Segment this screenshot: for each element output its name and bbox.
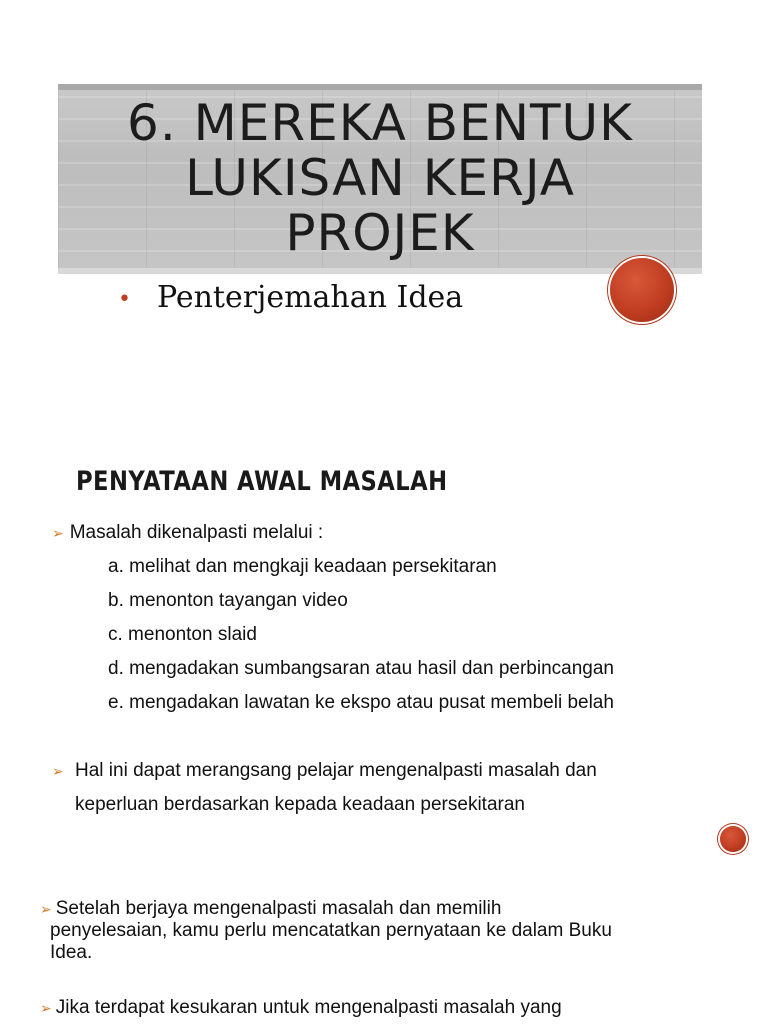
list-item: c. menonton slaid xyxy=(108,624,257,645)
paragraph-2-line-2: keperluan berdasarkan kepada keadaan persekitaran xyxy=(75,794,525,815)
page-title xyxy=(58,96,702,261)
list-item: d. mengadakan sumbangsaran atau hasil dan perbincangan xyxy=(108,658,614,679)
bullet-dot-icon: • xyxy=(118,286,131,312)
subtitle-text: Penterjemahan Idea xyxy=(156,280,464,315)
list-item: b. menonton tayangan video xyxy=(108,590,348,611)
paragraph-4-line-1: Jika terdapat kesukaran untuk mengenalpasti masalah yang xyxy=(55,997,562,1018)
paragraph-2-line-1 xyxy=(52,760,597,782)
paragraph-3 xyxy=(40,898,730,964)
list-item: a. melihat dan mengkaji keadaan persekitaran xyxy=(108,556,497,577)
arrow-bullet-icon: ➢ xyxy=(52,763,64,779)
title-line-2: LUKISAN KERJA xyxy=(185,149,575,207)
intro-text: Masalah dikenalpasti melalui : xyxy=(69,522,324,543)
title-line-1: 6. MEREKA BENTUK xyxy=(127,94,633,152)
arrow-bullet-icon: ➢ xyxy=(52,525,64,541)
section-heading: PENYATAAN AWAL MASALAH xyxy=(76,466,448,497)
red-circle-icon xyxy=(720,826,746,852)
paragraph-3-line-1: Setelah berjaya mengenalpasti masalah dan memilih xyxy=(55,898,502,919)
arrow-bullet-icon: ➢ xyxy=(40,901,52,917)
paragraph-2-text-1: Hal ini dapat merangsang pelajar mengenalpasti masalah dan xyxy=(75,760,597,781)
arrow-bullet-icon: ➢ xyxy=(40,1000,52,1016)
intro-line xyxy=(52,522,323,544)
paragraph-3-line-3: Idea. xyxy=(50,942,93,963)
title-banner xyxy=(58,84,702,274)
title-line-3: PROJEK xyxy=(285,204,475,262)
paragraph-4 xyxy=(40,997,730,1019)
red-circle-icon xyxy=(610,258,674,322)
subtitle-bullet xyxy=(118,280,463,315)
list-item: e. mengadakan lawatan ke ekspo atau pusat membeli belah xyxy=(108,692,614,713)
paragraph-3-line-2: penyelesaian, kamu perlu mencatatkan pernyataan ke dalam Buku xyxy=(50,920,612,941)
